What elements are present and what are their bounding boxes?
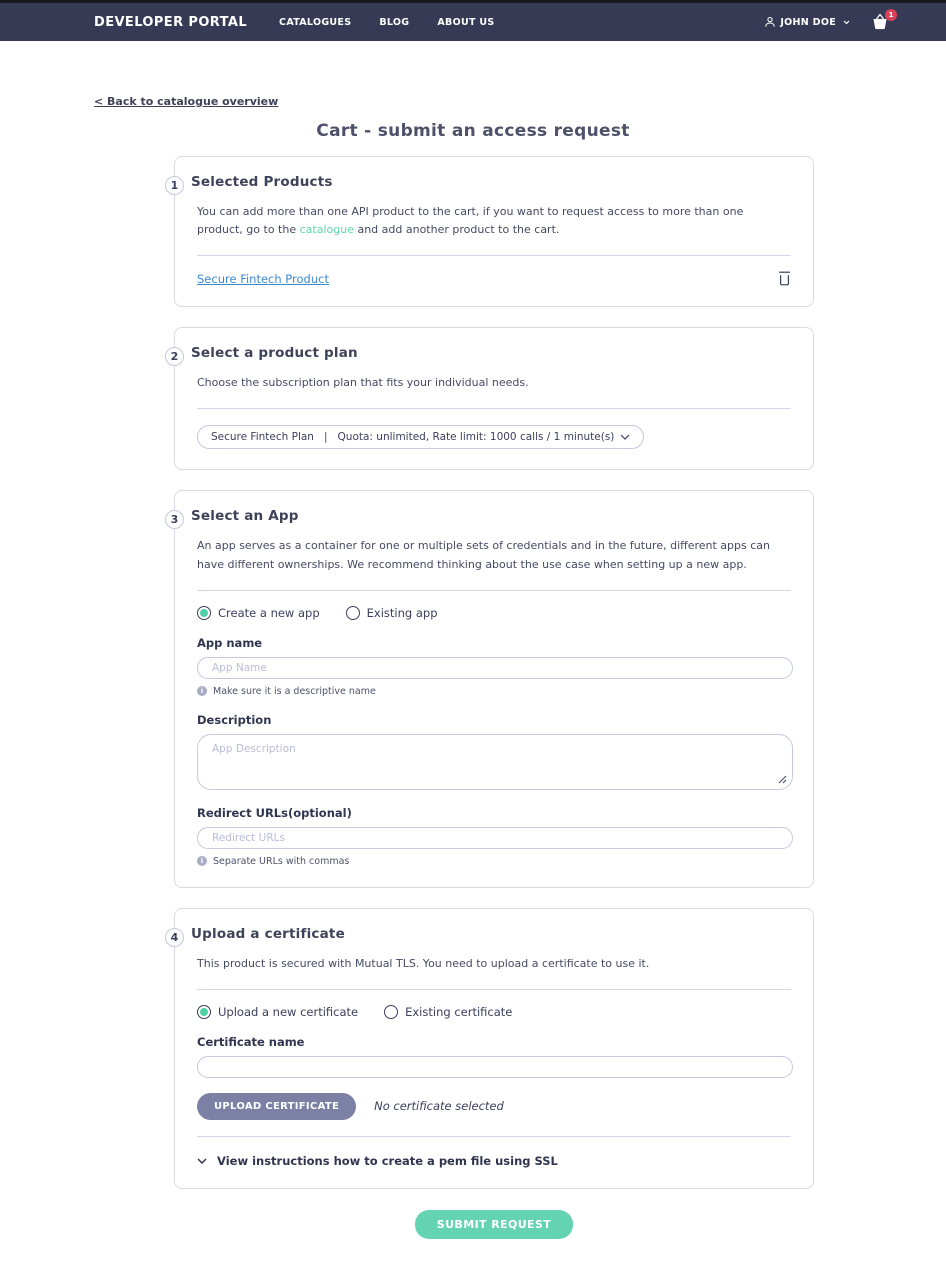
radio-selected-icon — [197, 1005, 211, 1019]
selected-product-row — [197, 271, 791, 286]
no-certificate-text: No certificate selected — [374, 1099, 504, 1114]
info-icon: i — [197, 856, 207, 866]
divider — [197, 255, 791, 256]
selected-products-title: Selected Products — [191, 174, 333, 190]
navbar-right — [764, 11, 894, 31]
cart-button[interactable] — [870, 11, 894, 31]
nav-link-blog[interactable]: BLOG — [379, 16, 410, 28]
hint-text: Separate URLs with commas — [213, 855, 350, 867]
product-plan-card — [170, 327, 814, 470]
certificate-name-label: Certificate name — [197, 1034, 305, 1049]
radio-label: Upload a new certificate — [218, 1004, 359, 1019]
navbar — [0, 3, 946, 41]
redirect-urls-hint — [197, 856, 791, 867]
app-name-input[interactable] — [197, 657, 793, 679]
app-name-label: App name — [197, 635, 263, 650]
app-description-wrap — [197, 734, 793, 790]
divider — [197, 1136, 791, 1137]
selected-products-card — [170, 156, 814, 307]
submit-request-button[interactable]: SUBMIT REQUEST — [415, 1210, 573, 1239]
submit-area — [174, 1210, 814, 1239]
nav-links — [279, 17, 495, 28]
radio-upload-new-certificate[interactable] — [197, 1005, 358, 1019]
plan-select-value: Secure Fintech Plan | Quota: unlimited, Rate limit: 1000 calls / 1 minute(s) — [211, 431, 615, 444]
plan-select[interactable] — [197, 425, 644, 449]
select-app-title: Select an App — [191, 508, 299, 525]
radio-label: Existing app — [366, 605, 438, 620]
description-text: You can add more than one API product to the cart, if you want to request access to more than one product, go to the — [197, 205, 744, 237]
radio-unselected-icon — [384, 1005, 398, 1019]
radio-label: Create a new app — [218, 605, 320, 620]
divider — [197, 590, 791, 591]
select-app-card — [170, 490, 814, 887]
brand-logo[interactable]: DEVELOPER PORTAL — [94, 14, 248, 30]
upload-certificate-description: This product is secured with Mutual TLS. You need to upload a certificate to use it. — [197, 956, 650, 970]
chevron-down-icon — [197, 1158, 207, 1164]
chevron-down-icon — [843, 20, 850, 25]
app-description-label: Description — [197, 712, 272, 727]
cart-badge: 1 — [885, 9, 897, 21]
redirect-urls-label: Redirect URLs(optional) — [197, 805, 352, 820]
divider — [197, 408, 791, 409]
certificate-name-input[interactable] — [197, 1056, 793, 1078]
nav-link-about-us[interactable]: ABOUT US — [437, 16, 495, 28]
user-icon — [764, 16, 776, 28]
product-plan-description: Choose the subscription plan that fits your individual needs. — [197, 376, 529, 390]
certificate-mode-radio-group — [197, 1005, 791, 1019]
user-name: JOHN DOE — [780, 16, 836, 28]
step-number-2: 2 — [165, 347, 184, 366]
remove-product-button[interactable] — [778, 271, 791, 286]
upload-certificate-title: Upload a certificate — [191, 925, 345, 942]
pem-instructions-expander[interactable] — [197, 1154, 791, 1168]
hint-text: Make sure it is a descriptive name — [213, 685, 376, 697]
pem-instructions-label: View instructions how to create a pem file using SSL — [217, 1153, 558, 1168]
upload-certificate-button[interactable]: UPLOAD CERTIFICATE — [197, 1093, 356, 1120]
app-description-input[interactable] — [197, 734, 793, 790]
catalogue-link[interactable]: catalogue — [299, 223, 354, 237]
step-number-1: 1 — [165, 176, 184, 195]
app-mode-radio-group — [197, 606, 791, 620]
trash-icon — [778, 271, 791, 286]
page-title: Cart - submit an access request — [316, 121, 630, 141]
radio-label: Existing certificate — [405, 1004, 513, 1019]
description-text: and add another product to the cart. — [353, 223, 560, 237]
step-number-3: 3 — [165, 510, 184, 529]
upload-certificate-card — [170, 908, 814, 1189]
redirect-urls-input[interactable] — [197, 827, 793, 849]
back-to-catalogue-link[interactable]: < Back to catalogue overview — [94, 95, 279, 108]
select-app-description: An app serves as a container for one or multiple sets of credentials and in the future, different apps can have different ownerships. We recommend thinking about the use case when setting up a new app. — [197, 539, 770, 571]
step-number-4: 4 — [165, 928, 184, 947]
selected-products-description — [197, 203, 791, 239]
product-link[interactable]: Secure Fintech Product — [197, 271, 329, 286]
radio-existing-app[interactable] — [346, 606, 438, 620]
radio-unselected-icon — [346, 606, 360, 620]
product-plan-title: Select a product plan — [191, 345, 358, 362]
main-content — [0, 41, 946, 1239]
radio-create-new-app[interactable] — [197, 606, 320, 620]
radio-existing-certificate[interactable] — [384, 1005, 512, 1019]
nav-link-catalogues[interactable]: CATALOGUES — [279, 16, 352, 28]
app-name-hint — [197, 686, 791, 697]
radio-selected-icon — [197, 606, 211, 620]
chevron-down-icon — [620, 434, 630, 440]
upload-row — [197, 1093, 791, 1120]
divider — [197, 989, 791, 990]
user-menu[interactable] — [764, 16, 850, 28]
info-icon: i — [197, 686, 207, 696]
